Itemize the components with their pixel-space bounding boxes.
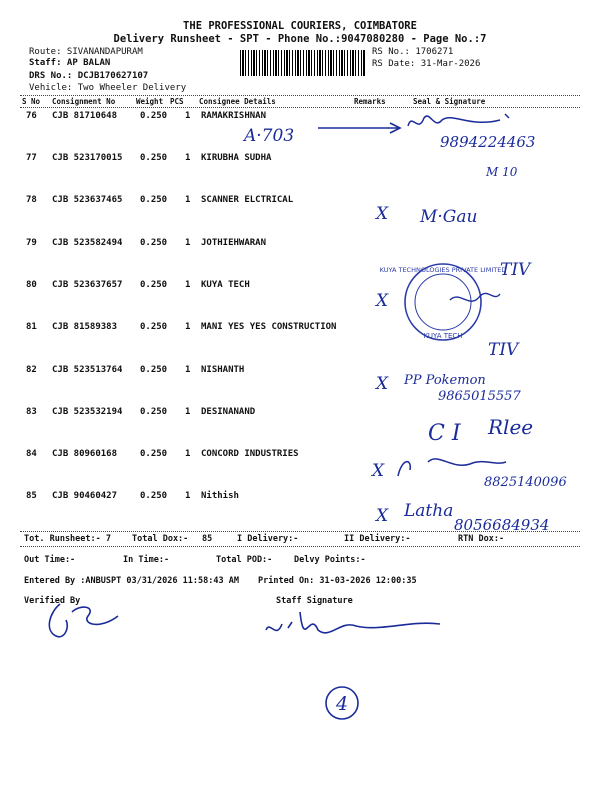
page-circle [326, 687, 358, 719]
row-weight: 0.250 [140, 195, 168, 205]
row-consignment: CJB 523637465 [52, 195, 123, 205]
row-sno: 84 [26, 449, 37, 459]
col-remarks: Remarks [354, 97, 386, 106]
out-time: Out Time:- [24, 555, 76, 565]
row-weight: 0.250 [140, 280, 168, 290]
col-consignee: Consignee Details [199, 97, 276, 106]
row-pcs: 1 [185, 195, 191, 205]
printed-on: Printed On: 31-03-2026 12:00:35 [258, 576, 417, 586]
row-sno: 80 [26, 280, 37, 290]
rtn-dox: RTN Dox:- [458, 534, 505, 544]
row-pcs: 1 [185, 407, 191, 417]
x-mark: X [376, 204, 389, 224]
staff-signature [266, 612, 440, 633]
i-delivery: I Delivery:- [237, 534, 299, 544]
row-pcs: 1 [185, 238, 191, 248]
x-mark: X [376, 506, 389, 526]
tot-runsheet: Tot. Runsheet:- 7 [24, 534, 111, 544]
staff-signature-label: Staff Signature [276, 596, 353, 606]
route-label: Route: SIVANANDAPURAM [29, 47, 143, 57]
row-consignment: CJB 81710648 [52, 111, 118, 121]
col-sno: S No [22, 97, 41, 106]
verified-signature [49, 604, 118, 637]
row-sno: 81 [26, 322, 37, 332]
row82-phone: 9865015557 [438, 389, 521, 404]
total-dox-value: 85 [202, 534, 213, 544]
company-title: THE PROFESSIONAL COURIERS, COIMBATORE [183, 20, 417, 32]
staff-label: Staff: AP BALAN [29, 58, 111, 68]
ii-delivery: II Delivery:- [344, 534, 411, 544]
row-consignment: CJB 523532194 [52, 407, 123, 417]
row-sno: 82 [26, 365, 37, 375]
rs-date: RS Date: 31-Mar-2026 [372, 59, 481, 69]
total-pod: Total POD:- [216, 555, 273, 565]
verified-by: Verified By [24, 596, 81, 606]
row-weight: 0.250 [140, 111, 168, 121]
row84-phone: 8825140096 [484, 475, 567, 490]
rs-number: RS No.: 1706271 [372, 47, 454, 57]
row77-note: M 10 [486, 165, 518, 179]
row85-phone: 8056684934 [454, 516, 550, 534]
row83-mark: C I [428, 421, 461, 446]
seal-top-text: KUYA TECHNOLOGIES PRIVATE LIMITED [379, 266, 507, 274]
row-consignee: RAMAKRISHNAN [201, 111, 267, 121]
row-consignment: CJB 80960168 [52, 449, 118, 459]
row-pcs: 1 [185, 322, 191, 332]
row-consignee: KUYA TECH [201, 280, 250, 290]
row-sno: 85 [26, 491, 37, 501]
total-dox-label: Total Dox:- [132, 534, 189, 544]
col-seal: Seal & Signature [413, 97, 486, 106]
barcode [240, 50, 366, 76]
row-weight: 0.250 [140, 365, 168, 375]
signature-scribble [450, 293, 500, 301]
drs-number: DRS No.: DCJB170627107 [29, 71, 149, 81]
row78-name: M·Gau [420, 207, 478, 227]
row-weight: 0.250 [140, 449, 168, 459]
row-pcs: 1 [185, 153, 191, 163]
signature-scribble [408, 114, 509, 126]
row-consignee: JOTHIEHWARAN [201, 238, 267, 248]
row-sno: 79 [26, 238, 37, 248]
row-consignment: CJB 523513764 [52, 365, 123, 375]
x-mark: X [376, 291, 389, 311]
company-seal [380, 264, 507, 340]
row-pcs: 1 [185, 111, 191, 121]
row-consignee: SCANNER ELCTRICAL [201, 195, 294, 205]
row80-mark: TIV [500, 260, 531, 280]
row-sno: 78 [26, 195, 37, 205]
x-mark: X [376, 374, 389, 394]
row-weight: 0.250 [140, 322, 168, 332]
row-weight: 0.250 [140, 153, 168, 163]
col-pcs: PCS [170, 97, 184, 106]
vehicle-label: Vehicle: Two Wheeler Delivery [29, 83, 187, 93]
delvy-points: Delvy Points:- [294, 555, 366, 565]
row-consignee: NISHANTH [201, 365, 245, 375]
row-sno: 77 [26, 153, 37, 163]
row81-mark: TIV [488, 340, 519, 360]
row-weight: 0.250 [140, 407, 168, 417]
entered-by: Entered By :ANBUSPT 03/31/2026 11:58:43 AM [24, 576, 239, 586]
row-consignee: Nithish [201, 491, 239, 501]
col-weight: Weight [136, 97, 164, 106]
row-consignment: CJB 90460427 [52, 491, 118, 501]
row82-name: PP Pokemon [404, 373, 486, 388]
row-consignment: CJB 523582494 [52, 238, 123, 248]
runsheet-subtitle: Delivery Runsheet - SPT - Phone No.:9047080280 - Page No.:7 [113, 33, 487, 45]
row-consignment: CJB 523637657 [52, 280, 123, 290]
seal-bottom-text: KUYA TECH [423, 332, 463, 340]
row-consignee: DESINANAND [201, 407, 256, 417]
row85-name: Latha [404, 501, 454, 521]
row-consignee: MANI YES YES CONSTRUCTION [201, 322, 337, 332]
row-pcs: 1 [185, 449, 191, 459]
row-weight: 0.250 [140, 491, 168, 501]
row-consignment: CJB 523170015 [52, 153, 123, 163]
row-consignment: CJB 81589383 [52, 322, 118, 332]
row76-phone: 9894224463 [440, 133, 536, 151]
row-pcs: 1 [185, 491, 191, 501]
signature-scribble [398, 459, 506, 476]
in-time: In Time:- [123, 555, 170, 565]
row-consignee: CONCORD INDUSTRIES [201, 449, 299, 459]
x-mark: X [372, 461, 385, 481]
row-pcs: 1 [185, 280, 191, 290]
row-weight: 0.250 [140, 238, 168, 248]
row83-name: Rlee [488, 415, 534, 439]
row76-remark: A·703 [244, 126, 295, 146]
row-sno: 83 [26, 407, 37, 417]
row-pcs: 1 [185, 365, 191, 375]
row-sno: 76 [26, 111, 37, 121]
col-consignment: Consignment No [52, 97, 116, 106]
arrow-head-icon [390, 123, 400, 133]
page-circle-number: 4 [336, 693, 349, 715]
row-consignee: KIRUBHA SUDHA [201, 153, 272, 163]
